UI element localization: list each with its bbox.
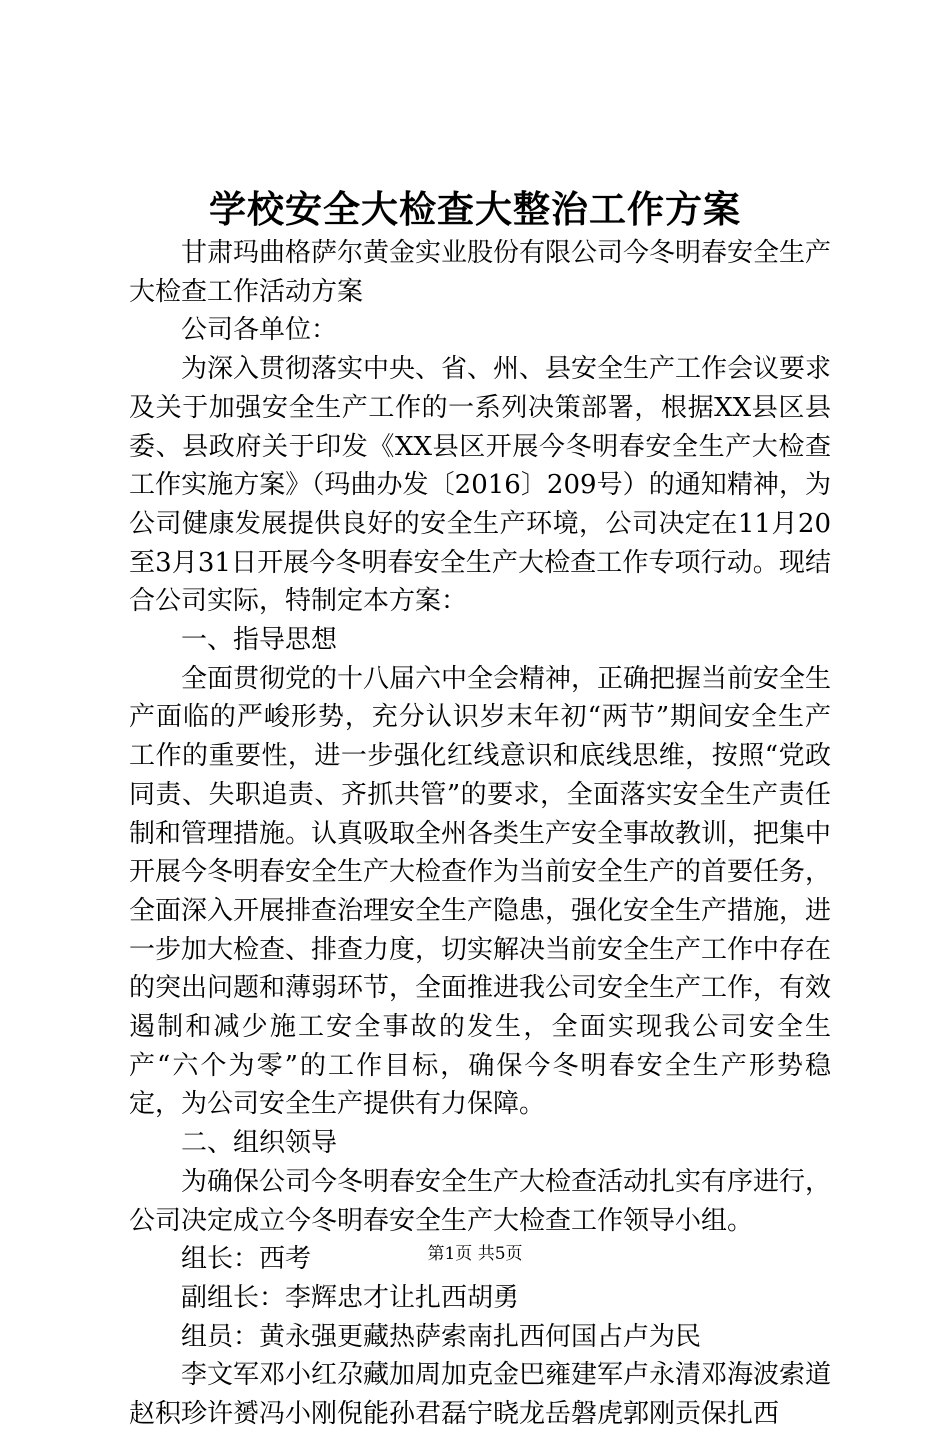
page-footer: 第1页 共5页	[427, 1244, 523, 1264]
paragraph-salutation: 公司各单位：	[181, 315, 338, 346]
paragraph-heading-company: 甘肃玛曲格萨尔黄金实业股份有限公司今冬明春安全生产大检查工作活动方案	[129, 238, 832, 307]
paragraph-organization: 为确保公司今冬明春安全生产大检查活动扎实有序进行，公司决定成立今冬明春安全生产大检查工作领导小组。	[129, 1166, 832, 1236]
paragraph-guiding-thought: 全面贯彻党的十八届六中全会精神，正确把握当前安全生产面临的严峻形势，充分认识岁末年初“两节”期间安全生产工作的重要性，进一步强化红线意识和底线思维，按照“党政同责、失职追责、齐抓共管”的要求，全面落实安全生产责任制和管理措施。认真吸取全州各类生产安全事故教训，把集中开展今冬明春安全生产大检查作为当前安全生产的首要任务，全面深入开展排查治理安全生产隐患，强化安全生产措施，进一步加大检查、排查力度，切实解决当前安全生产工作中存在的突出问题和薄弱环节，全面推进我公司安全生产工作，有效遏制和减少施工安全事故的发生，全面实现我公司安全生产“六个为零”的工作目标，确保今冬明春安全生产形势稳定，为公司安全生产提供有力保障。	[129, 663, 832, 1120]
paragraph-members: 组员：黄永强更藏热萨索南扎西何国占卢为民	[181, 1321, 702, 1352]
document-title: 学校安全大检查大整治工作方案	[209, 188, 741, 231]
section-heading-organization: 二、组织领导	[181, 1128, 338, 1159]
paragraph-deputy-leader: 副组长：李辉忠才让扎西胡勇	[181, 1282, 520, 1313]
paragraph-intro: 为深入贯彻落实中央、省、州、县安全生产工作会议要求及关于加强安全生产工作的一系列决策部署，根据XX县区县委、县政府关于印发《XX县区开展今冬明春安全生产大检查工作实施方案》（玛曲办发〔2016〕209号）的通知精神，为公司健康发展提供良好的安全生产环境，公司决定在11月20至3月31日开展今冬明春安全生产大检查工作专项行动。现结合公司实际，特制定本方案：	[129, 354, 832, 617]
paragraph-member-list: 李文军邓小红尕藏加周加克金巴雍建军卢永清邓海波索道赵积珍许赟冯小刚倪能孙君磊宁晓龙岳磐虎郭刚贡保扎西	[129, 1360, 832, 1430]
section-heading-guiding-thought: 一、指导思想	[181, 625, 338, 656]
paragraph-leader: 组长：西考	[181, 1244, 312, 1275]
